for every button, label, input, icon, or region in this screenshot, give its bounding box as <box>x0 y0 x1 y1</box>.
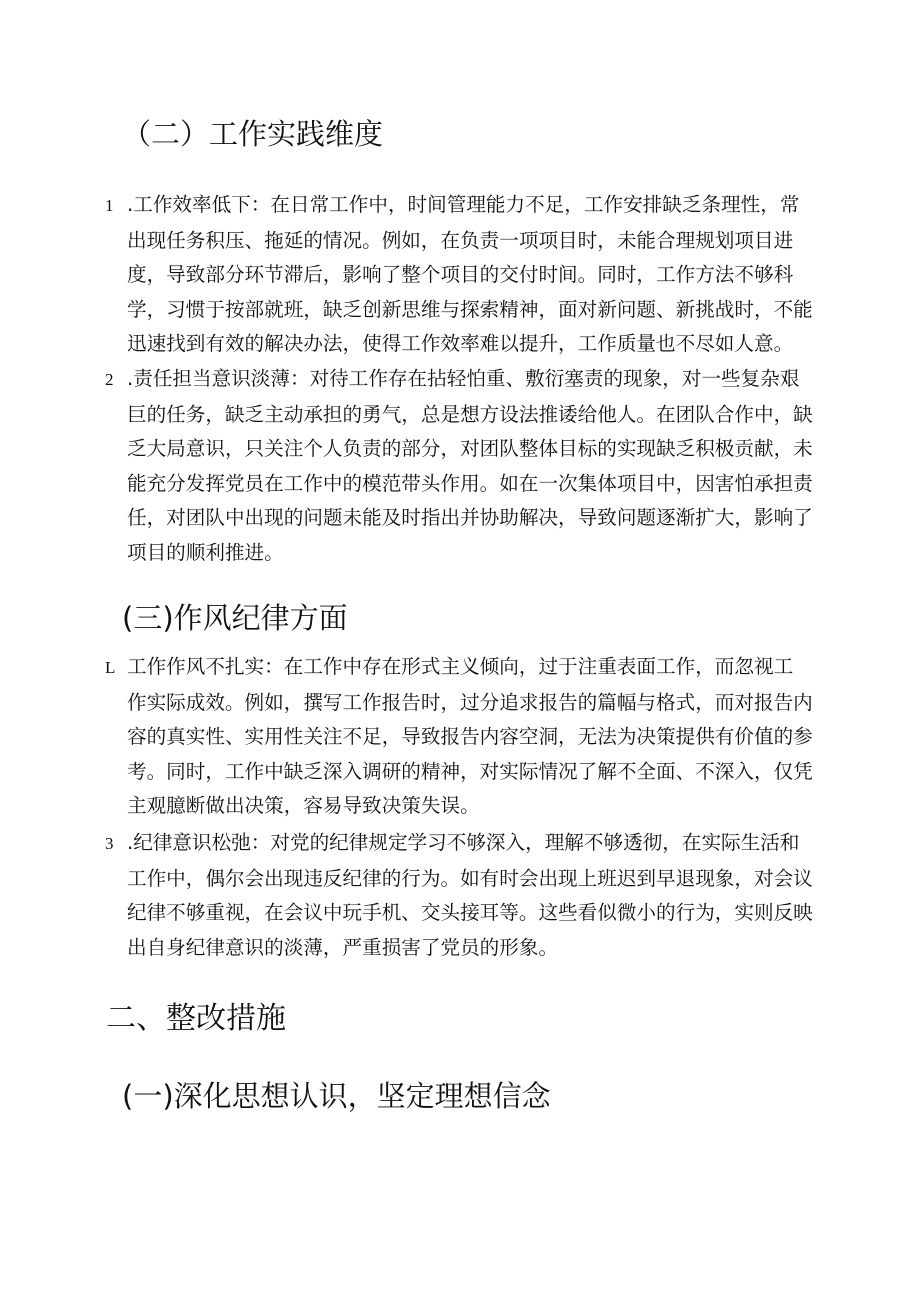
list-item-work-style <box>105 650 817 824</box>
item-body: 工作中，偶尔会出现违反纪律的行为。如有时会出现上班迟到早退现象，对会议纪律不够重视，在会议中玩手机、交头接耳等。这些看似微小的行为，实则反映出自身纪律意识的淡薄，严重损害了党员的形象。 <box>127 866 813 959</box>
item-body: 出现任务积压、拖延的情况。例如，在负责一项项目时，未能合理规划项目进度，导致部分环节滞后，影响了整个项目的交付时间。同时，工作方法不够科学，习惯于按部就班，缺乏创新思维与探索精神，面对新问题、新挑战时，不能迅速找到有效的解决办法，使得工作效率难以提升，工作质量也不尽如人意。 <box>127 228 813 355</box>
item-number: 2 <box>105 370 114 389</box>
item-first-line: 工作作风不扎实：在工作中存在形式主义倾向，过于注重表面工作，而忽视工 <box>127 655 794 678</box>
item-first-line: .责任担当意识淡薄：对待工作存在拈轻怕重、敷衍塞责的现象，对一些复杂艰 <box>127 367 800 390</box>
item-number: 1 <box>105 196 114 215</box>
list-item-responsibility <box>105 362 817 570</box>
subsection-heading-ideology: (一)深化思想认识，坚定理想信念 <box>122 1079 551 1113</box>
item-number: 3 <box>105 834 114 853</box>
item-body: 巨的任务，缺乏主动承担的勇气，总是想方设法推诿给他人。在团队合作中，缺乏大局意识，只关注个人负责的部分，对团队整体目标的实现缺乏积极贡献，未能充分发挥党员在工作中的模范带头作用。如在一次集体项目中，因害怕承担责任，对团队中出现的问题未能及时指出并协助解决，导致问题逐渐扩大，影响了项目的顺利推进。 <box>127 402 813 564</box>
item-body: 作实际成效。例如，撰写工作报告时，过分追求报告的篇幅与格式，而对报告内容的真实性、实用性关注不足，导致报告内容空洞，无法为决策提供有价值的参考。同时，工作中缺乏深入调研的精神，对实际情况了解不全面、不深入，仅凭主观臆断做出决策，容易导致决策失误。 <box>127 690 813 817</box>
item-first-line: .纪律意识松弛：对党的纪律规定学习不够深入，理解不够透彻，在实际生活和 <box>127 831 800 854</box>
main-heading-rectification: 二、整改措施 <box>106 1001 286 1036</box>
list-item-discipline-awareness <box>105 826 817 965</box>
list-item-work-efficiency <box>105 188 817 362</box>
item-number: L <box>105 658 116 677</box>
section-heading-discipline: (三)作风纪律方面 <box>122 601 348 635</box>
item-first-line: .工作效率低下：在日常工作中，时间管理能力不足，工作安排缺乏条理性，常 <box>127 193 800 216</box>
section-heading-work-practice: （二）工作实践维度 <box>122 117 384 151</box>
